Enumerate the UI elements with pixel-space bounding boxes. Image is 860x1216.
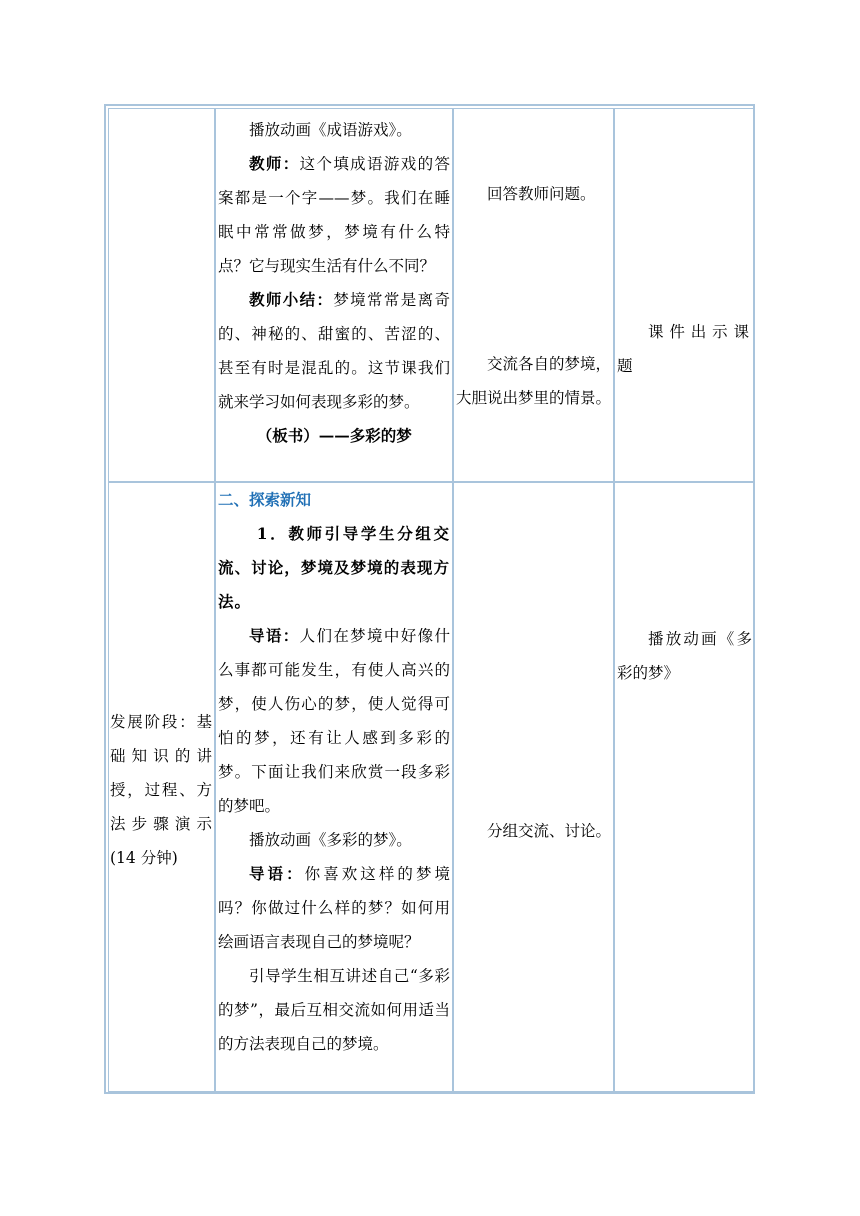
- student-answer-text: 回答教师问题。: [487, 185, 596, 203]
- guide-students-text: 引导学生相互讲述自己“多彩的梦”，最后互相交流如何用适当的方法表现自己的梦境。: [218, 967, 450, 1053]
- guide-label-2: 导语：: [249, 864, 305, 883]
- teacher-question-paragraph: [218, 147, 450, 283]
- guide-paragraph-2: [218, 857, 450, 959]
- play-idiom-animation-text: 播放动画《成语游戏》。: [249, 121, 412, 139]
- explore-new-knowledge-heading: 二、探索新知: [218, 490, 312, 509]
- guide-label-1: 导语：: [249, 626, 300, 645]
- guide-paragraph-1: [218, 619, 450, 823]
- group-discussion-text: 分组交流、讨论。: [487, 822, 612, 840]
- teacher-summary-paragraph: [218, 283, 450, 419]
- student-activity-cell-row2: [453, 482, 614, 1092]
- guide-text-1: 人们在梦境中好像什么事都可能发生，有使人高兴的梦，使人伤心的梦，使人觉得可怕的梦，还有让人感到多彩的梦。下面让我们来欣赏一段多彩的梦吧。: [218, 627, 450, 815]
- student-activity-cell-row1: [453, 108, 614, 482]
- courseware-topic-text: 课件出示课题: [617, 323, 752, 375]
- media-cell-row2: [614, 482, 755, 1092]
- student-share-dream-text: 交流各自的梦境，大胆说出梦里的情景。: [456, 355, 612, 407]
- teacher-activity-cell-row1: [215, 108, 453, 482]
- play-colorful-dream-text: 播放动画《多彩的梦》。: [249, 831, 412, 849]
- teacher-label: 教师：: [249, 154, 300, 173]
- development-stage-text: 发展阶段：基础知识的讲授，过程、方法步骤演示(14 分钟): [110, 713, 212, 867]
- lesson-plan-table: [104, 104, 755, 1094]
- guide-text-2: 你喜欢这样的梦境吗？你做过什么样的梦？如何用绘画语言表现自己的梦境呢？: [218, 865, 450, 951]
- stage-cell-row2: [108, 482, 215, 1092]
- teacher-summary-text: 梦境常常是离奇的、神秘的、甜蜜的、苦涩的、甚至有时是混乱的。这节课我们就来学习如何表现多彩的梦。: [218, 291, 450, 411]
- play-animation-media-text: 播放动画《多彩的梦》: [617, 630, 752, 682]
- media-cell-row1: [614, 108, 755, 482]
- blackboard-title: （板书）——多彩的梦: [256, 426, 412, 445]
- teacher-summary-label: 教师小结：: [249, 290, 334, 309]
- group-discussion-point: 1．教师引导学生分组交流、讨论，梦境及梦境的表现方法。: [218, 524, 450, 611]
- teacher-activity-cell-row2: [215, 482, 453, 1092]
- teacher-question-text: 这个填成语游戏的答案都是一个字——梦。我们在睡眠中常常做梦，梦境有什么特点？它与现实生活有什么不同？: [218, 155, 450, 275]
- stage-cell-row1: [108, 108, 215, 482]
